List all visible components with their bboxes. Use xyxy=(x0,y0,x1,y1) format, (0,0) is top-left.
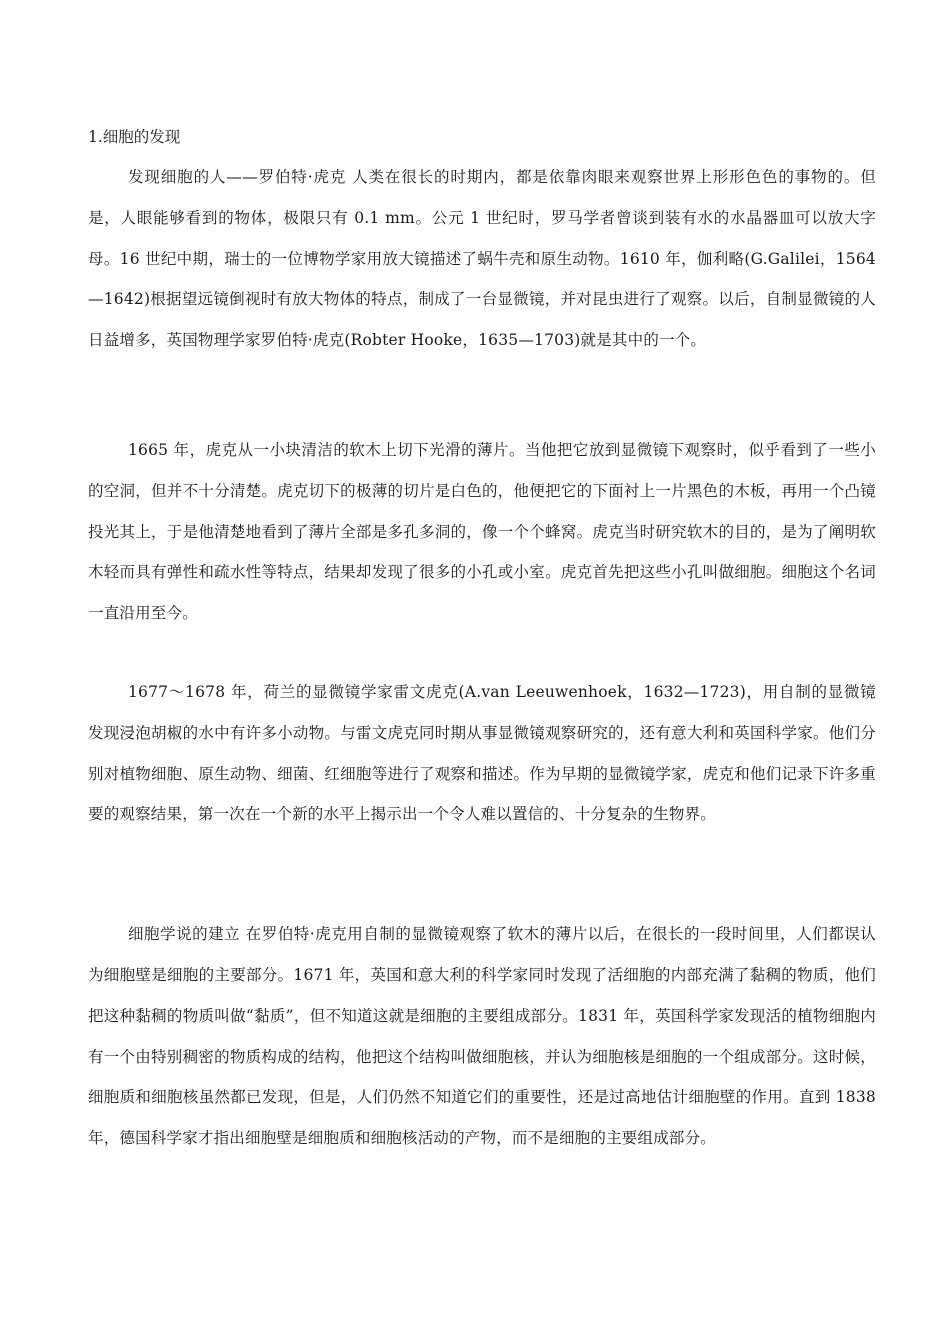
paragraph-cork-observation: 1665 年，虎克从一小块清洁的软木上切下光滑的薄片。当他把它放到显微镜下观察时，似乎看到了一些小的空洞，但并不十分清楚。虎克切下的极薄的切片是白色的，他便把它的下面衬上一片黑色的木板，再用一个凸镜投光其上，于是他清楚地看到了薄片全部是多孔多洞的，像一个个蜂窝。虎克当时研究软木的目的，是为了阐明软木轻而具有弹性和疏水性等特点，结果却发现了很多的小孔或小室。虎克首先把这些小孔叫做细胞。细胞这个名词一直沿用至今。 xyxy=(88,440,876,623)
paragraph-hooke-intro: 发现细胞的人——罗伯特·虎克 人类在很长的时期内，都是依靠肉眼来观察世界上形形色色的事物的。但是，人眼能够看到的物体，极限只有 0.1 mm。公元 1 世纪时，罗马学者曾谈到装有水的水晶器皿可以放大字母。16 世纪中期，瑞士的一位博物学家用放大镜描述了蜗牛壳和原生动物。1610 年，伽利略(G.Galilei，1564—1642)根据望远镜倒视时有放大物体的特点，制成了一台显微镜，并对昆虫进行了观察。以后，自制显微镜的人日益增多，英国物理学家罗伯特·虎克(Robter Hooke，1635—1703)就是其中的一个。 xyxy=(88,168,876,350)
section-heading: 1.细胞的发现 xyxy=(88,128,181,146)
document-body xyxy=(88,121,876,1159)
paragraph-cell-theory: 细胞学说的建立 在罗伯特·虎克用自制的显微镜观察了软木的薄片以后，在很长的一段时间里，人们都误认为细胞壁是细胞的主要部分。1671 年，英国和意大利的科学家同时发现了活细胞的内部充满了黏稠的物质，他们把这种黏稠的物质叫做“黏质”，但不知道这就是细胞的主要组成部分。1831 年，英国科学家发现活的植物细胞内有一个由特别稠密的物质构成的结构，他把这个结构叫做细胞核，并认为细胞核是细胞的一个组成部分。这时候，细胞质和细胞核虽然都已发现，但是，人们仍然不知道它们的重要性，还是过高地估计细胞壁的作用。直到 1838 年，德国科学家才指出细胞壁是细胞质和细胞核活动的产物，而不是细胞的主要组成部分。 xyxy=(88,925,876,1148)
paragraph-leeuwenhoek: 1677～1678 年，荷兰的显微镜学家雷文虎克(A.van Leeuwenhoek，1632—1723)，用自制的显微镜发现浸泡胡椒的水中有许多小动物。与雷文虎克同时期从事显微镜观察研究的，还有意大利和英国科学家。他们分别对植物细胞、原生动物、细菌、红细胞等进行了观察和描述。作为早期的显微镜学家，虎克和他们记录下许多重要的观察结果，第一次在一个新的水平上揭示出一个令人难以置信的、十分复杂的生物界。 xyxy=(88,682,876,824)
